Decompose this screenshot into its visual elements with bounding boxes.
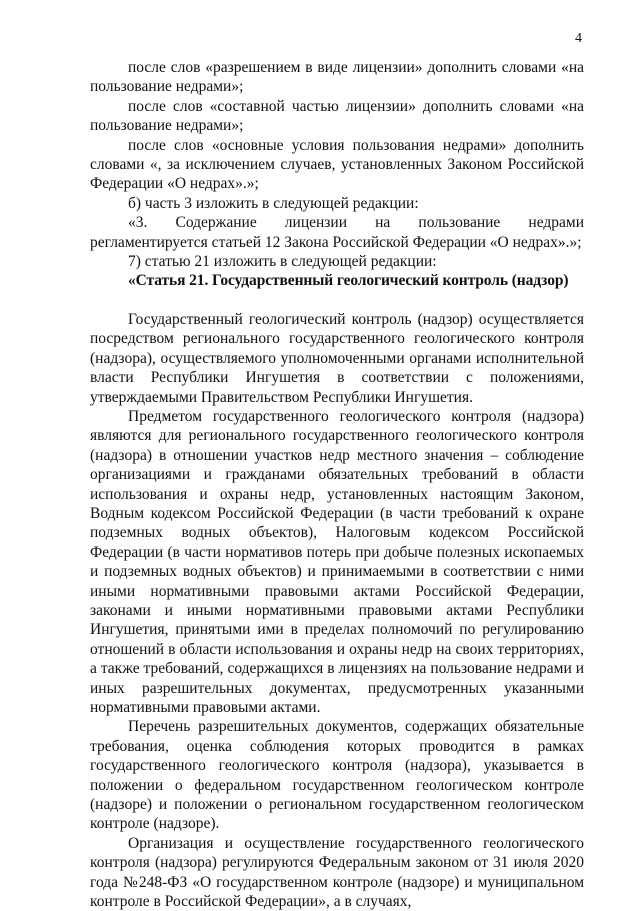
paragraph-1: после слов «разрешением в виде лицензии» дополнить словами «на пользование недрами»; xyxy=(90,59,584,96)
article-title: «Статья 21. Государственный геологический контроль (надзор) xyxy=(128,272,569,290)
article-paragraph-4: Организация и осуществление государственного геологического контроля (надзора) регулируются Федеральным законом от 31 июля 2020 года №248-ФЗ «О государственном контроле (надзоре) и муниципальном контроле в Российской Федерации», а в случаях, xyxy=(90,834,584,911)
paragraph-3: после слов «основные условия пользования недрами» дополнить словами «, за исключением случаев, установленных Законом Российской Федерации «О недрах».»; xyxy=(90,136,584,193)
page-number: 4 xyxy=(575,31,582,46)
paragraph-2: после слов «составной частью лицензии» дополнить словами «на пользование недрами»; xyxy=(90,97,584,135)
article-paragraph-3: Перечень разрешительных документов, содержащих обязательные требования, оценка соблюдения которых проводится в рамках государственного геологического контроля (надзора), указывается в положении о федеральном государственном геологическом контроле (надзоре) и положении о региональном государственном геологическом контроле (надзоре). xyxy=(90,718,584,833)
paragraph-4: б) часть 3 изложить в следующей редакции: xyxy=(128,194,419,212)
article-paragraph-2: Предметом государственного геологического контроля (надзора) являются для регионального государственного геологического контроля (надзора) в отношении участков недр местного значения – соблюдение организациями и гражданами обязательных требований в области использования и охраны недр, установленных настоящим Законом, Водным кодексом Российской Федерации (в части требований к охране подземных водных объектов), Налоговым кодексом Российской Федерации (в части нормативов потерь при добыче полезных ископаемых и подземных водных объектов) и принимаемыми в соответствии с ними иными нормативными правовыми актами Российской Федерации, законами и иными нормативными правовыми актами Республики Ингушетия, принятыми ими в пределах полномочий по регулированию отношений в области использования и охраны недр на своих территориях, а также требований, содержащихся в лицензиях на пользование недрами и иных разрешительных документах, предусмотренных указанными нормативными правовыми актами. xyxy=(90,407,584,716)
article-paragraph-1: Государственный геологический контроль (надзор) осуществляется посредством регионального государственного геологического контроля (надзора), осуществляемого уполномоченными органами исполнительной власти Республики Ингушетия в соответствии с положениями, утверждаемыми Правительством Республики Ингушетия. xyxy=(90,310,584,406)
paragraph-6: 7) статью 21 изложить в следующей редакции: xyxy=(128,253,437,271)
document-body xyxy=(90,58,584,911)
paragraph-5: «3. Содержание лицензии на пользование недрами регламентируется статьей 12 Закона Российской Федерации «О недрах».»; xyxy=(90,214,584,251)
